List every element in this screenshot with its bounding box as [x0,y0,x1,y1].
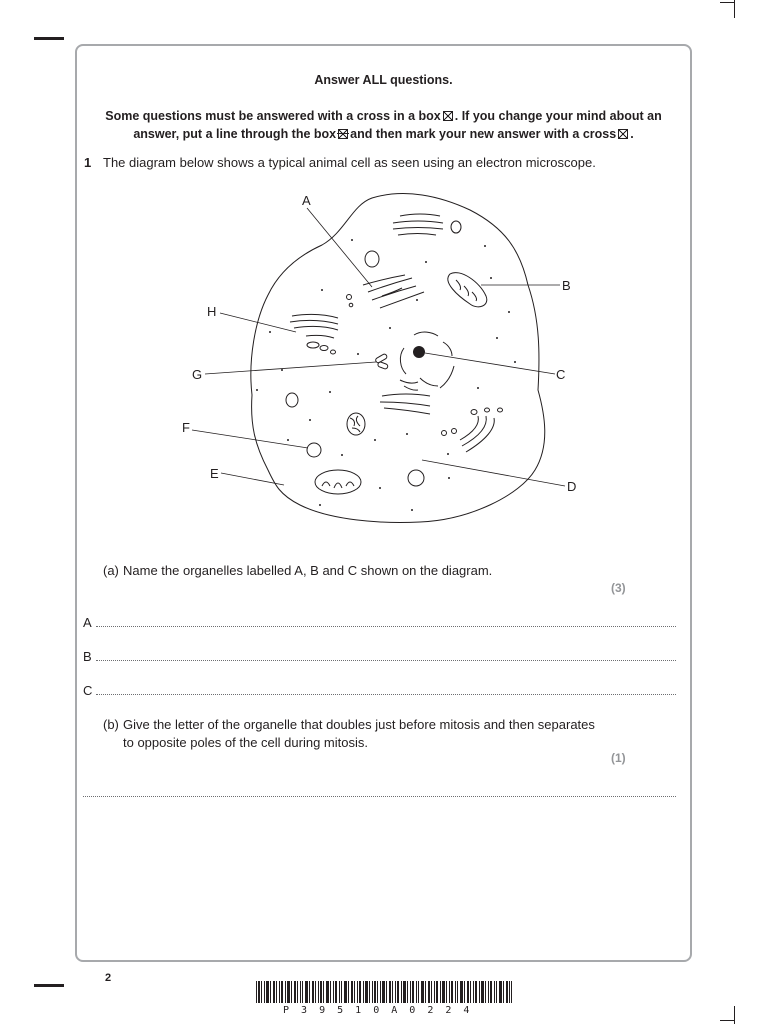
crop-mark-bottom-right-v [734,1006,735,1024]
nucleus [400,332,454,388]
barcode-text: P 3 9 5 1 0 A 0 2 2 4 [283,1005,473,1016]
answer-line-part-b[interactable] [83,796,676,797]
answer-line-b[interactable] [96,660,676,661]
answer-line-a[interactable] [96,626,676,627]
question-intro: The diagram below shows a typical animal cell as seen using an electron microscope. [103,155,596,170]
question-number: 1 [84,155,92,170]
margin-mark-bottom-left [34,984,64,987]
answer-line-c[interactable] [96,694,676,695]
label-e: E [210,466,219,481]
golgi-top [393,214,443,235]
label-f: F [182,420,190,435]
label-g: G [192,367,203,382]
part-b-question-line1: Give the letter of the organelle that doubles just before mitosis and then separates [123,717,595,732]
part-a-label: (a) [103,563,119,578]
page-heading: Answer ALL questions. [314,73,453,87]
answer-label-a: A [83,615,92,630]
rough-er-a [363,275,424,308]
barcode [256,981,512,1003]
instructions: Some questions must be answered with a cross in a box . If you change your mind about an answer, put a line through the box and then mark your new answer with a cross . [105,109,662,141]
label-c: C [556,367,566,382]
label-a: A [302,193,311,208]
answer-label-c: C [83,683,93,698]
label-lines [192,208,565,486]
part-b-marks: (1) [611,751,626,765]
centriole-g [375,353,389,369]
rough-er-lower [380,380,430,414]
label-b: B [562,278,571,293]
mitochondrion-small [347,413,365,435]
part-b-question-line2: to opposite poles of the cell during mitosis. [123,735,368,750]
golgi-lower-right [460,408,503,452]
mitochondrion-lower [315,470,361,494]
mitochondrion-b [448,273,487,307]
answer-label-b: B [83,649,92,664]
label-d: D [567,479,577,494]
part-b-label: (b) [103,717,119,732]
part-a-question: Name the organelles labelled A, B and C shown on the diagram. [123,563,493,578]
page-number: 2 [105,972,112,984]
golgi-h [290,314,338,354]
part-a-marks: (3) [611,581,626,595]
crop-mark-bottom-right-h [720,1020,734,1021]
cell-membrane [251,194,545,523]
nucleolus [413,346,425,358]
label-h: H [207,304,217,319]
